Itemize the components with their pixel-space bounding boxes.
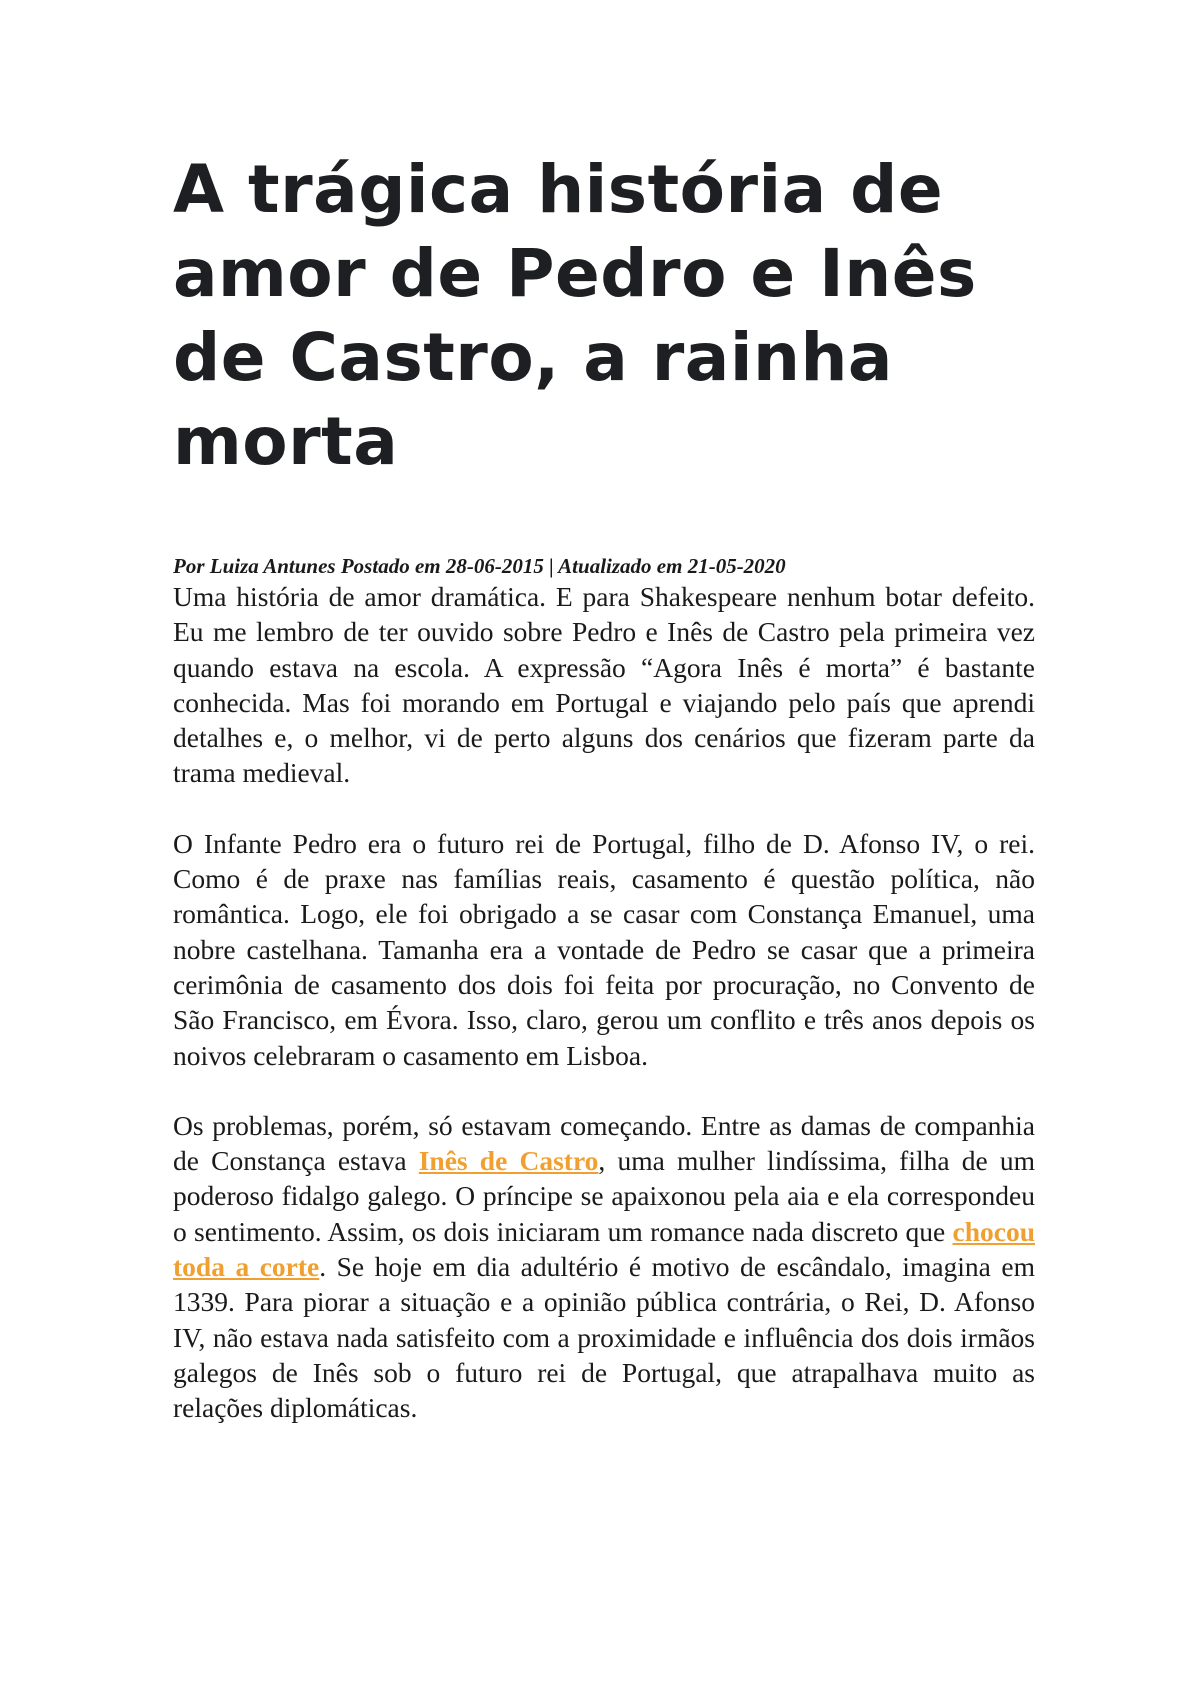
paragraph-text: , uma mulher lindíssima, filha de um poderoso fidalgo galego. O príncipe se apaixonou pela aia e ela correspondeu o sentimento. Assim, os dois iniciaram um romance nada discreto que xyxy=(173,1145,1035,1247)
chocou-toda-a-corte-link[interactable]: chocou toda a corte xyxy=(173,1215,1035,1283)
article-title: A trágica história de amor de Pedro e Inês de Castro, a rainha morta xyxy=(173,151,977,480)
document-page xyxy=(173,148,1035,1426)
ines-de-castro-link[interactable]: Inês de Castro xyxy=(418,1145,599,1177)
article-byline: Por Luiza Antunes Postado em 28-06-2015 | Atualizado em 21-05-2020 xyxy=(173,554,786,578)
paragraph-problems xyxy=(173,1108,1035,1426)
paragraph-text: Os problemas, porém, só estavam começando. Entre as damas de companhia de Constança estava xyxy=(173,1109,1035,1177)
paragraph-text: . Se hoje em dia adultério é motivo de escândalo, imagina em 1339. Para piorar a situação e a opinião pública contrária, o Rei, D. Afonso IV, não estava nada satisfeito com a proximidade e influência dos dois irmãos galegos de Inês sob o futuro rei de Portugal, que atrapalhava muito as relações diplomáticas. xyxy=(173,1251,1035,1424)
paragraph-infante-pedro: O Infante Pedro era o futuro rei de Portugal, filho de D. Afonso IV, o rei. Como é de praxe nas famílias reais, casamento é questão política, não romântica. Logo, ele foi obrigado a se casar com Constança Emanuel, uma nobre castelhana. Tamanha era a vontade de Pedro se casar que a primeira cerimônia de casamento dos dois foi feita por procuração, no Convento de São Francisco, em Évora. Isso, claro, gerou um conflito e três anos depois os noivos celebraram o casamento em Lisboa. xyxy=(173,827,1035,1071)
paragraph-intro: Uma história de amor dramática. E para Shakespeare nenhum botar defeito. Eu me lembro de ter ouvido sobre Pedro e Inês de Castro pela primeira vez quando estava na escola. A expressão “Agora Inês é morta” é bastante conhecida. Mas foi morando em Portugal e viajando pelo país que aprendi detalhes e, o melhor, vi de perto alguns dos cenários que fizeram parte da trama medieval. xyxy=(173,581,1035,789)
